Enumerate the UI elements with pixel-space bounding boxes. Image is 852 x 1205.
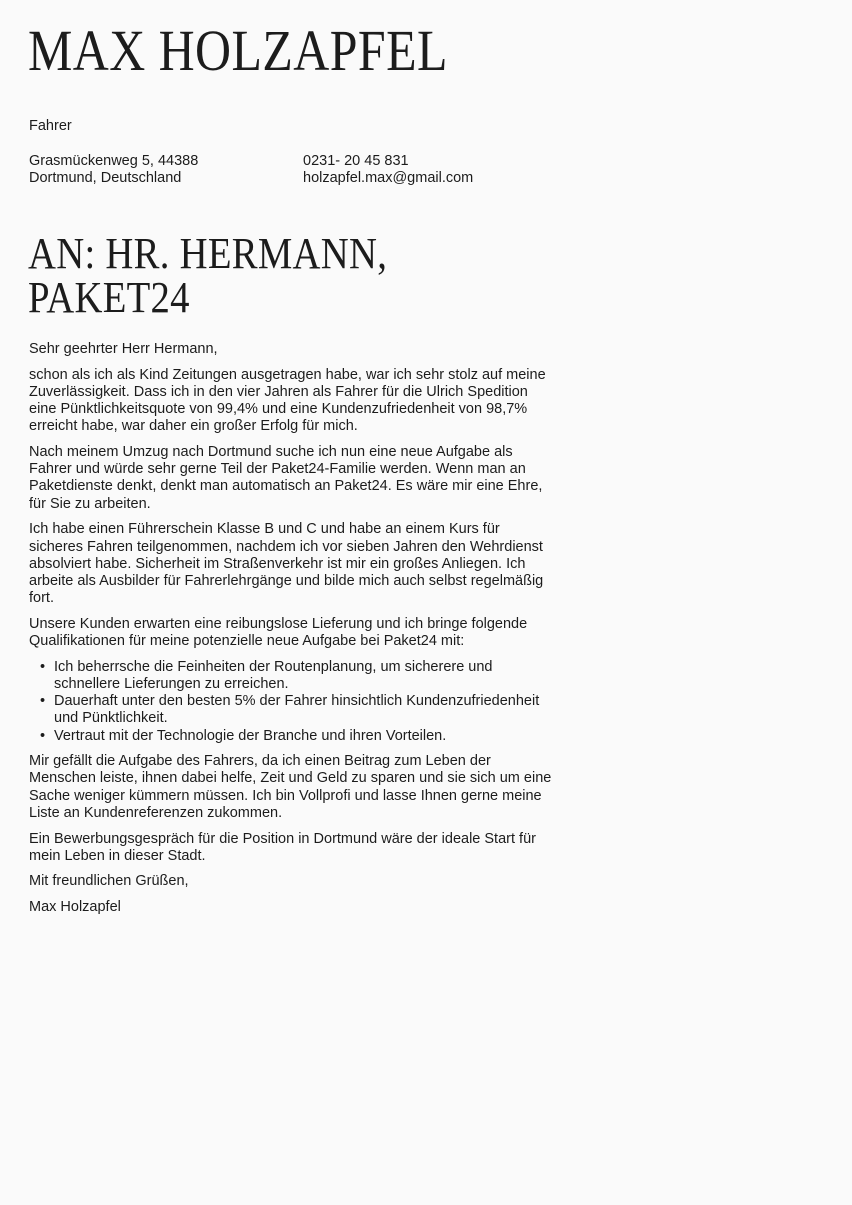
salutation: Sehr geehrter Herr Hermann, (29, 341, 218, 357)
paragraph-1: schon als ich als Kind Zeitungen ausgetragen habe, war ich sehr stolz auf meine Zuverlässigkeit. Dass ich in den vier Jahren als Fahrer für die Ulrich Spedition eine Pünktlichkeitsquote von 99,4% und eine Kundenzufriedenheit von 98,7% erreicht habe, war daher ein großer Erfolg für mich. (29, 366, 546, 435)
email-address: holzapfel.max@gmail.com (303, 170, 474, 186)
paragraph-4: Unsere Kunden erwarten eine reibungslose Lieferung und ich bringe folgende Qualifikationen für meine potenzielle neue Aufgabe bei Paket24 mit: (29, 615, 528, 650)
contact-block (303, 153, 473, 187)
bullet-icon: • (40, 658, 46, 675)
recipient-line-1: AN: HR. HERMANN, (28, 229, 388, 278)
bullet-icon: • (40, 693, 46, 710)
paragraph-5: Mir gefällt die Aufgabe des Fahrers, da ich einen Beitrag zum Leben der Menschen leiste, ihnen dabei helfe, Zeit und Geld zu sparen und sie sich um eine Sache weniger kümmern müssen. Ich bin Vollprofi und lasse Ihnen gerne meine Liste an Kundenreferenzen zukommen. (29, 753, 552, 821)
recipient-heading (28, 229, 388, 322)
signature: Max Holzapfel (29, 899, 121, 916)
list-item-text: Dauerhaft unter den besten 5% der Fahrer hinsichtlich Kundenzufriedenheit und Pünktlichkeit. (54, 693, 540, 727)
closing: Mit freundlichen Grüßen, (29, 873, 189, 890)
address-line-1: Grasmückenweg 5, 44388 (29, 153, 199, 169)
list-item (29, 693, 554, 727)
list-item-text: Ich beherrsche die Feinheiten der Routenplanung, um sicherere und schnellere Lieferungen zu erreichen. (54, 658, 493, 692)
recipient-line-2: PAKET24 (28, 273, 190, 322)
list-item (29, 659, 554, 693)
list-item-text: Vertraut mit der Technologie der Branche und ihren Vorteilen. (54, 727, 447, 744)
letter-body (29, 341, 554, 925)
applicant-role: Fahrer (29, 118, 72, 134)
paragraph-3: Ich habe einen Führerschein Klasse B und C und habe an einem Kurs für sicheres Fahren teilgenommen, nachdem ich vor sieben Jahren den Wehrdienst absolviert habe. Sicherheit im Straßenverkehr ist mir ein großes Anliegen. Ich arbeite als Ausbilder für Fahrerlehrgänge und bilde mich auch selbst regelmäßig fort. (29, 521, 544, 607)
address-block (29, 153, 198, 187)
paragraph-6: Ein Bewerbungsgespräch für die Position in Dortmund wäre der ideale Start für mein Leben in dieser Stadt. (29, 830, 536, 864)
qualifications-list (29, 659, 554, 745)
applicant-name: MAX HOLZAPFEL (28, 18, 448, 83)
bullet-icon: • (40, 727, 46, 744)
list-item (29, 728, 554, 745)
paragraph-2: Nach meinem Umzug nach Dortmund suche ich nun eine neue Aufgabe als Fahrer und würde sehr gerne Teil der Paket24-Familie werden. Wenn man an Paketdienste denkt, denkt man automatisch an Paket24. Es wäre mir eine Ehre, für Sie zu arbeiten. (29, 444, 543, 512)
phone-number: 0231- 20 45 831 (303, 153, 409, 169)
address-line-2: Dortmund, Deutschland (29, 170, 182, 186)
